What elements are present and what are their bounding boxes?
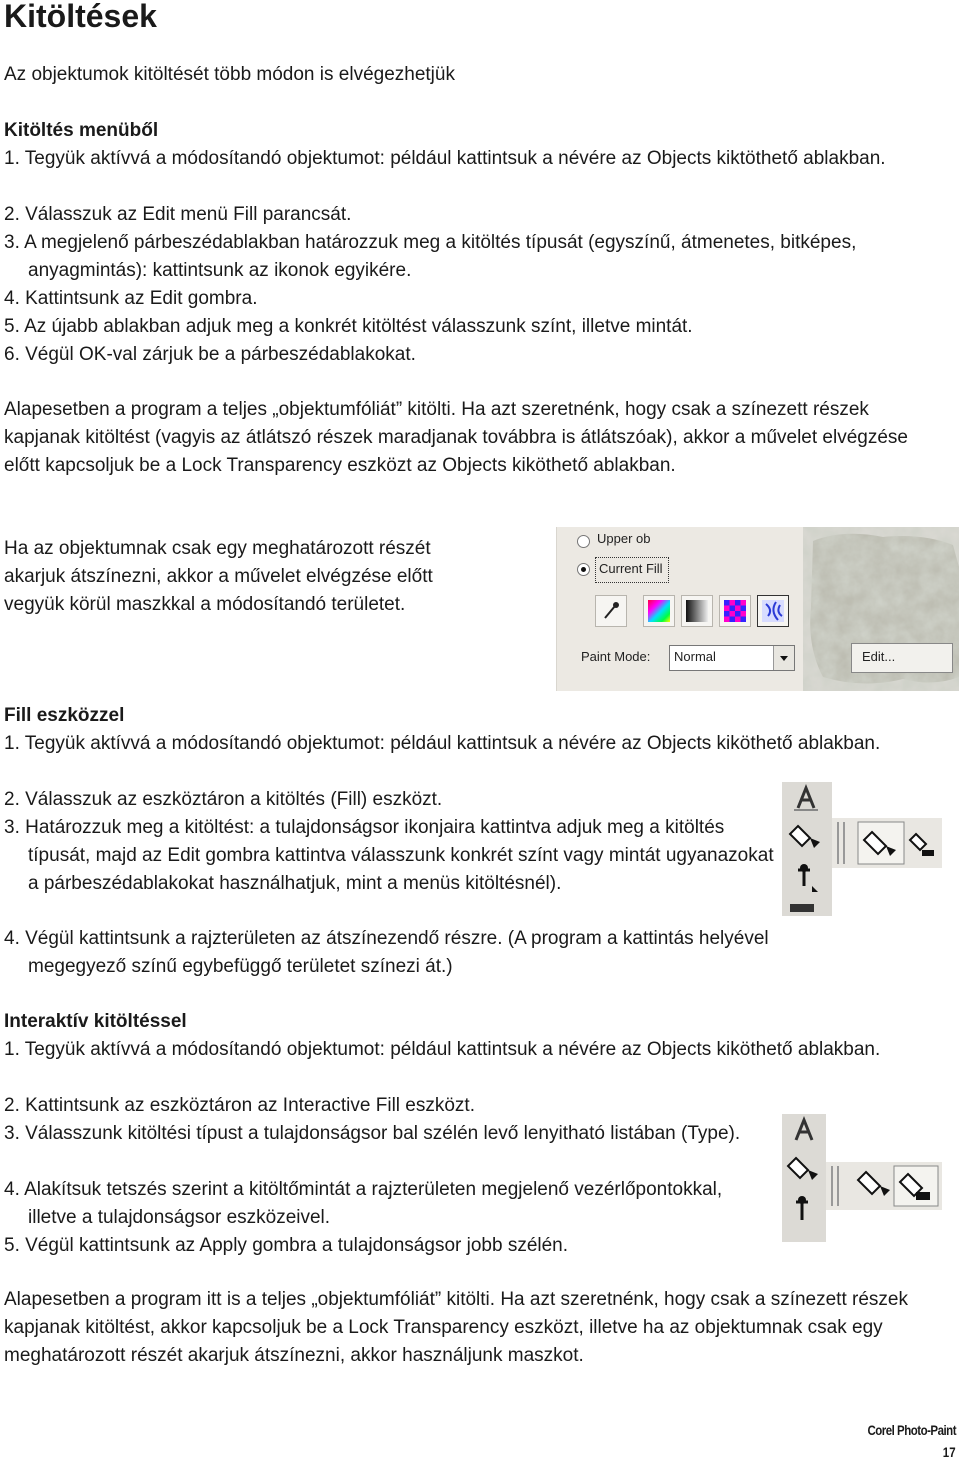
radio-label: Current Fill [599,561,663,576]
paint-mode-select[interactable] [669,645,795,671]
list-item: 3. A megjelenő párbeszédablakban határozzuk meg a kitöltés típusát (egyszínű, átmenetes, bitképes, anyagmintás): kattintsunk az ikonok egyikére. [4,232,857,281]
edit-button[interactable]: Edit... [851,643,953,673]
list-item: 4. Végül kattintsunk a rajzterületen az átszínezendő részre. (A program a kattintás helyével megegyező színű egybefüggő területet színezi át.) [4,928,769,977]
texture-icon [758,596,788,626]
footer-brand: Corel Photo-Paint [867,1422,956,1438]
section-heading-menu-fill: Kitöltés menüből [4,120,159,141]
chevron-down-icon [773,646,794,670]
radio-upper-object[interactable] [577,535,590,548]
list-item: 4. Kattintsunk az Edit gombra. [4,288,258,309]
fountain-fill-button[interactable] [681,595,713,627]
paragraph-lock-transparency: Alapesetben a program a teljes „objektumfóliát” kitölti. Ha azt szeretnénk, hogy csak a színezett részek kapjanak kitöltést (vagyis az átlátszó részek maradjanak továbbra is átlátszóak), akkor a művelet elvégzése előtt kapcsoljuk be a Lock Transparency eszközt az Objects kiköthető ablakban. [4,399,908,476]
color-spectrum-icon [644,596,674,626]
pattern-icon [720,596,750,626]
uniform-fill-button[interactable] [643,595,675,627]
gradient-icon [682,596,712,626]
list-item: 1. Tegyük aktívvá a módosítandó objektumot: például kattintsuk a névére az Objects kiköthető ablakban. [4,733,881,754]
list-item: 5. Végül kattintsunk az Apply gombra a tulajdonságsor jobb szélén. [4,1235,569,1256]
paragraph-mask: Ha az objektumnak csak egy meghatározott részét akarjuk átszínezni, akkor a művelet elvégzése előtt vegyük körül maszkkal a módosítandó területet. [4,538,433,615]
radio-label: Upper ob [597,531,651,546]
list-item: 3. Határozzuk meg a kitöltést: a tulajdonságsor ikonjaira kattintva adjuk meg a kitöltés típusát, majd az Edit gombra kattintva válasszunk konkrét színt vagy mintát ugyanazokat a párbeszédablakokat használhatjuk, mint a menüs kitöltésnél). [4,817,774,894]
eyedropper-icon [596,596,626,626]
paint-mode-value: Normal [674,649,716,664]
list-item: 4. Alakítsuk tetszés szerint a kitöltőmintát a rajzterületen megjelenő vezérlőpontokkal, illetve a tulajdonságsor eszközeivel. [4,1179,723,1228]
eyedropper-button[interactable] [595,595,627,627]
intro-text: Az objektumok kitöltését több módon is elvégezhetjük [4,64,455,85]
list-item: 2. Válasszuk az Edit menü Fill parancsát. [4,204,352,225]
list-item: 3. Válasszunk kitöltési típust a tulajdonságsor bal szélén levő lenyitható listában (Type). [4,1123,741,1144]
list-item: 1. Tegyük aktívvá a módosítandó objektumot: például kattintsuk a névére az Objects kiktöthető ablakban. [4,148,886,169]
fill-tool-toolbar-screenshot [782,782,942,916]
page-number: 17 [943,1444,956,1460]
list-item: 6. Végül OK-val zárjuk be a párbeszédablakokat. [4,344,416,365]
paragraph-interactive-summary: Alapesetben a program itt is a teljes „objektumfóliát” kitölti. Ha azt szeretnénk, hogy csak a színezett részek kapjanak kitöltést, akkor kapcsoljuk be a Lock Transparency eszközt, illetve ha az objektumnak csak egy meghatározott részét akarjuk átszínezni, akkor használjunk maszkot. [4,1289,908,1366]
list-item: 5. Az újabb ablakban adjuk meg a konkrét kitöltést válasszunk színt, illetve mintát. [4,316,693,337]
list-item: 2. Kattintsunk az eszköztáron az Interactive Fill eszközt. [4,1095,475,1116]
list-item: 1. Tegyük aktívvá a módosítandó objektumot: például kattintsuk a névére az Objects kiköthető ablakban. [4,1039,881,1060]
interactive-fill-toolbar-screenshot [782,1114,942,1242]
fill-dialog-screenshot [556,527,959,691]
paint-mode-label: Paint Mode: [581,649,651,664]
section-heading-fill-tool: Fill eszközzel [4,705,125,726]
list-item: 2. Válasszuk az eszköztáron a kitöltés (Fill) eszközt. [4,789,443,810]
texture-fill-button[interactable] [757,595,789,627]
page-title: Kitöltések [4,0,157,34]
section-heading-interactive-fill: Interaktív kitöltéssel [4,1011,187,1032]
radio-current-fill[interactable] [577,563,590,576]
bitmap-fill-button[interactable] [719,595,751,627]
